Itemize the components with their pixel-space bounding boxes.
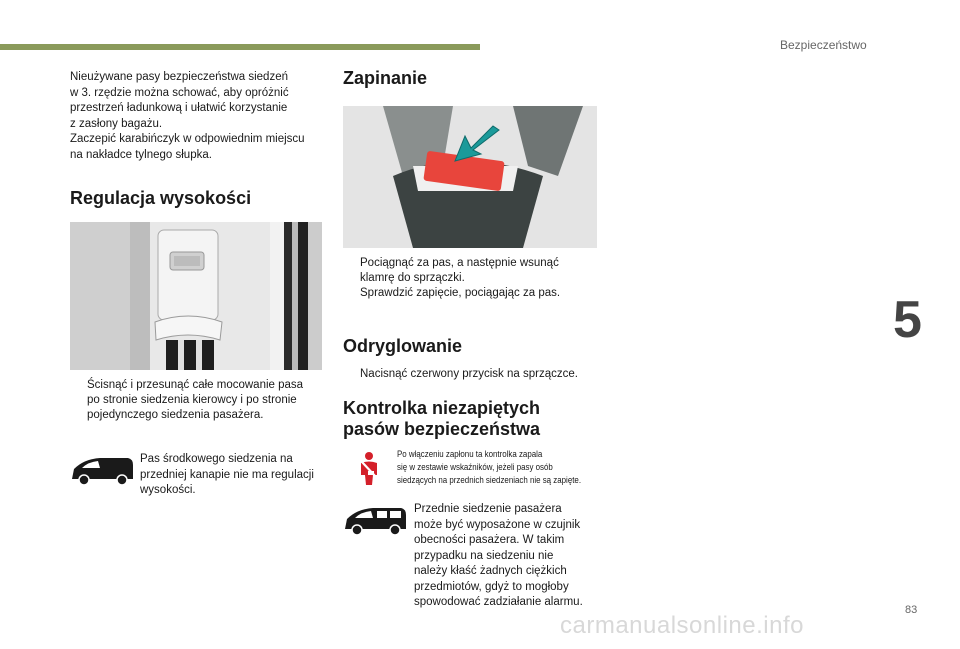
warning-note-line: siedzących na przednich siedzeniach nie są zapięte. — [397, 475, 582, 485]
warning-heading — [343, 398, 540, 440]
intro-line: przestrzeń ładunkową i ułatwić korzystanie — [70, 102, 288, 114]
bullet-line: Ścisnąć i przesunąć całe mocowanie pasa — [87, 379, 304, 391]
page-number: 83 — [905, 604, 918, 616]
warning-note-line: się w zestawie wskaźników, jeżeli pasy osób — [397, 462, 553, 472]
van-icon — [343, 505, 409, 542]
fasten-bullets — [343, 256, 603, 301]
bullet-line: po stronie siedzenia kierowcy i po stronie — [87, 394, 297, 406]
bullet-item — [70, 378, 330, 423]
van-icon — [70, 455, 136, 492]
height-bullet — [70, 378, 330, 423]
bullet-item — [343, 367, 613, 382]
sensor-note-line: przypadku na siedzeniu nie — [414, 549, 554, 562]
seatbelt-warning-icon — [356, 451, 382, 492]
sensor-note-line: Przednie siedzenie pasażera — [414, 503, 562, 515]
unlock-heading: Odryglowanie — [343, 336, 463, 356]
bullet-item — [343, 286, 603, 301]
unlock-bullet — [343, 367, 613, 382]
intro-line: na nakładce tylnego słupka. — [70, 148, 212, 161]
intro-line: w 3. rzędzie można schować, aby opróżnić — [70, 86, 289, 99]
van-note-line: Pas środkowego siedzenia na — [140, 453, 293, 465]
van-note-line: przedniej kanapie nie ma regulacji — [140, 468, 314, 481]
sensor-note-line: należy kłaść żadnych ciężkich — [414, 565, 567, 577]
height-adjuster-drawing — [70, 222, 322, 370]
bullet-text — [87, 378, 303, 423]
sensor-note-line: obecności pasażera. W takim — [414, 534, 565, 546]
sensor-note-line: przedmiotów, gdyż to mogłoby — [414, 580, 569, 593]
warning-note-line: Po włączeniu zapłonu ta kontrolka zapala — [397, 449, 543, 459]
bullet-line: pojedynczego siedzenia pasażera. — [87, 409, 264, 421]
buckle-illustration — [343, 106, 597, 248]
sensor-note-line: może być wyposażone w czujnik — [414, 518, 581, 531]
intro-text — [70, 70, 330, 163]
buckle-drawing — [343, 106, 597, 248]
sensor-note-line: spowodować zadziałanie alarmu. — [414, 596, 583, 608]
intro-line: Zaczepić karabińczyk w odpowiednim miejscu — [70, 133, 305, 145]
height-heading: Regulacja wysokości — [70, 188, 252, 208]
bullet-arrow-icon — [343, 286, 360, 301]
warning-heading-line: Kontrolka niezapiętych — [343, 398, 541, 418]
bullet-line: klamrę do sprzączki. — [360, 272, 465, 284]
van-note — [140, 452, 330, 499]
height-adjuster-illustration — [70, 222, 322, 370]
bullet-line: Pociągnąć za pas, a następnie wsunąć — [360, 257, 559, 269]
van-note-line: wysokości. — [140, 484, 196, 496]
chapter-number: 5 — [893, 291, 922, 349]
bullet-text — [360, 256, 559, 286]
sensor-note — [414, 502, 614, 611]
watermark: carmanualsonline.info — [560, 612, 804, 639]
bullet-arrow-icon — [70, 378, 87, 423]
fasten-heading: Zapinanie — [343, 68, 428, 88]
bullet-text: Sprawdzić zapięcie, pociągając za pas. — [360, 287, 561, 299]
section-label: Bezpieczeństwo — [780, 38, 867, 52]
bullet-arrow-icon — [343, 256, 360, 286]
header-bar — [0, 44, 480, 50]
intro-line: Nieużywane pasy bezpieczeństwa siedzeń — [70, 71, 288, 83]
bullet-arrow-icon — [343, 367, 360, 382]
bullet-text: Nacisnąć czerwony przycisk na sprzączce. — [360, 368, 578, 380]
intro-line: z zasłony bagażu. — [70, 117, 163, 130]
warning-heading-line: pasów bezpieczeństwa — [343, 419, 541, 439]
warning-note — [397, 448, 599, 487]
bullet-item — [343, 256, 603, 286]
